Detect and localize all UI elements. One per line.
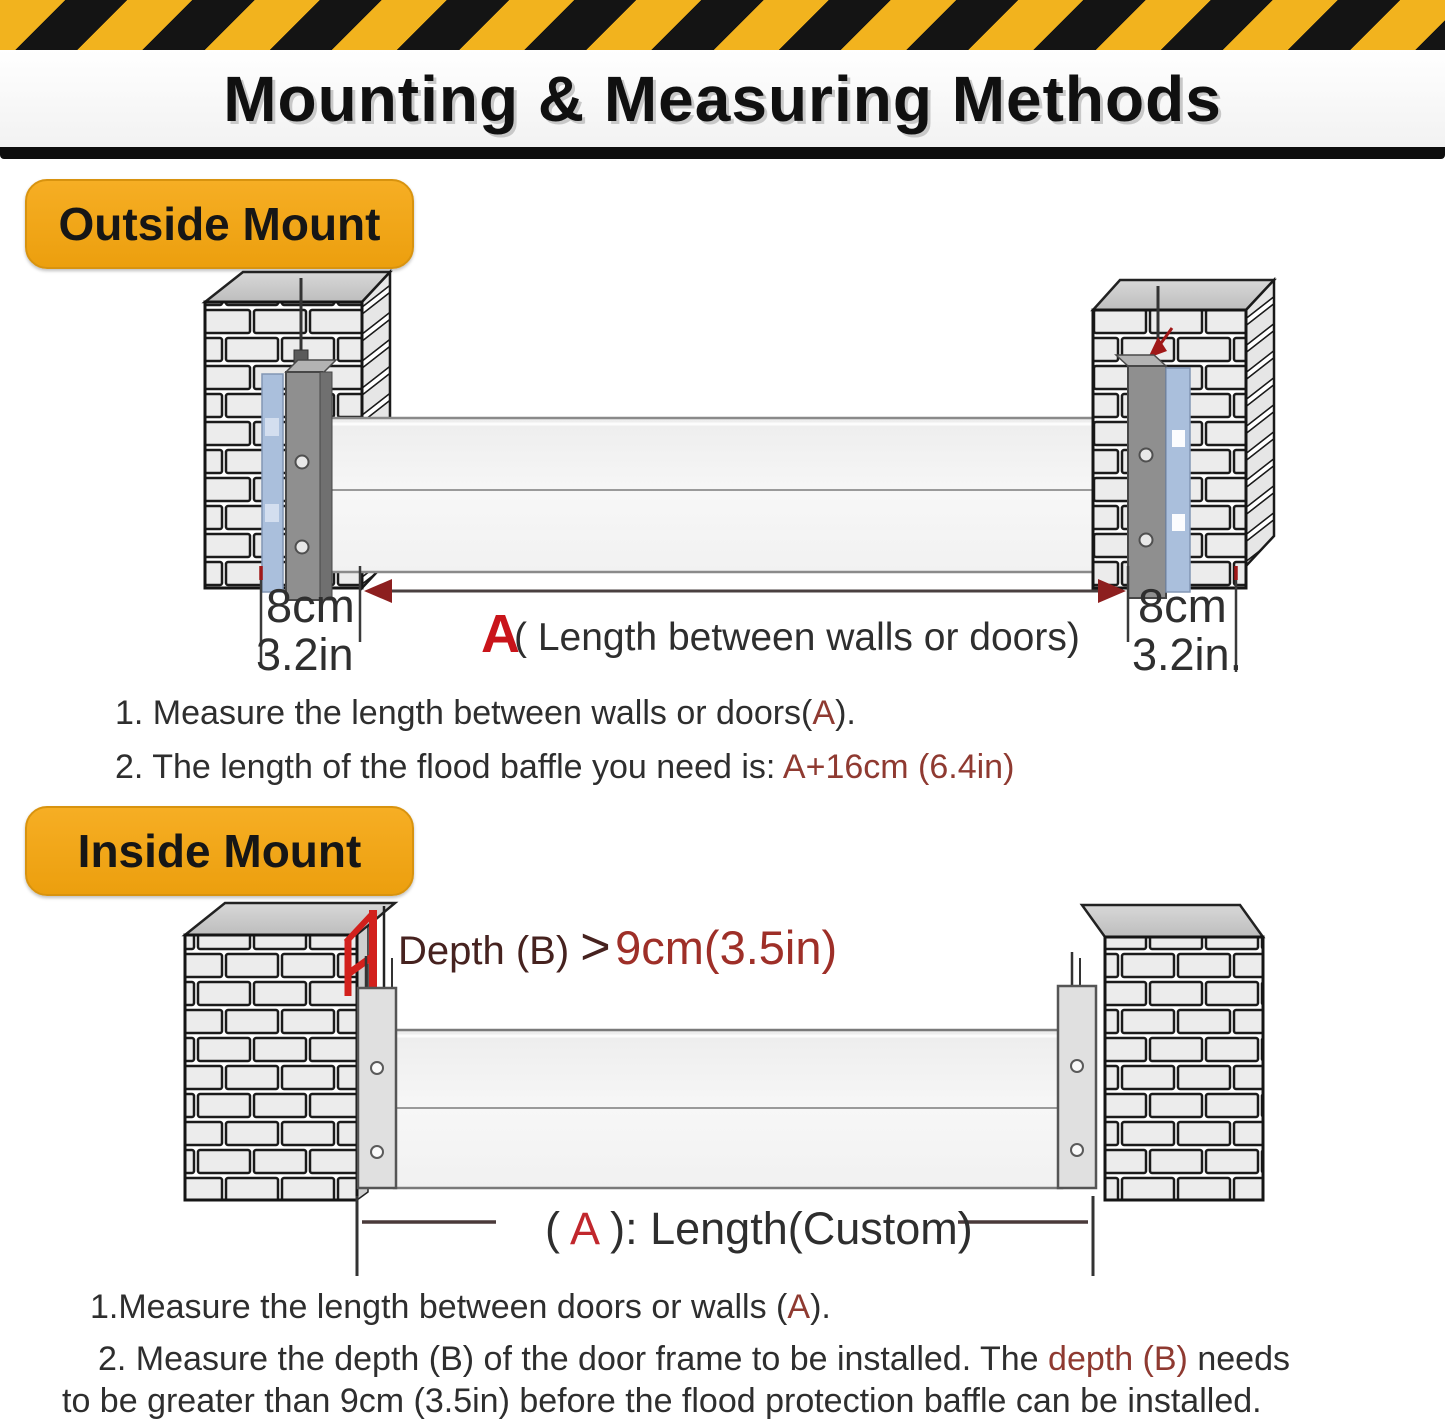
dim-letter-a: A — [481, 604, 520, 664]
inside-right-pillar — [1082, 905, 1263, 1200]
screw-hole — [1071, 1144, 1083, 1156]
outside-left-bracket — [286, 360, 336, 600]
outside-right-bracket — [1116, 355, 1190, 598]
inside-step-2-line2 — [62, 1382, 1262, 1421]
step-text: 2. The length of the flood baffle you need is: — [115, 748, 783, 786]
outside-diagram — [205, 272, 1274, 680]
screw-hole — [1140, 534, 1153, 547]
dim-label: ( Length between walls or doors) — [514, 616, 1080, 659]
screw-hole — [1140, 449, 1153, 462]
step-text: to be greater than 9cm (3.5in) before the flood protection baffle can be installed. — [62, 1382, 1262, 1420]
inside-dim-label: ( A ): Length(Custom) — [545, 1203, 973, 1254]
screw-hole — [371, 1146, 383, 1158]
inside-mount-badge-label: Inside Mount — [77, 825, 362, 877]
inside-right-bracket — [1058, 952, 1096, 1188]
blue-channel-right — [1166, 368, 1190, 592]
dim-left-cm: 8cm — [266, 579, 355, 632]
step-highlight: A — [812, 694, 836, 732]
inside-flood-barrier-panel — [394, 1030, 1062, 1188]
depth-label: Depth (B) > 9cm(3.5in) — [398, 918, 838, 976]
inside-step-1 — [90, 1288, 831, 1327]
inside-left-bracket — [358, 956, 396, 1188]
inside-step-2 — [98, 1340, 1290, 1379]
outside-step-1 — [115, 694, 856, 733]
outside-mount-badge-label: Outside Mount — [58, 198, 381, 250]
screw-hole — [371, 1062, 383, 1074]
step-text: ). — [835, 694, 856, 732]
dim-left-in: 3.2in — [256, 629, 354, 680]
outside-step-2 — [115, 748, 1014, 787]
step-text: 2. Measure the depth (B) of the door frame to be installed. The — [98, 1340, 1049, 1378]
step-highlight: A — [787, 1288, 811, 1326]
step-text: needs — [1187, 1340, 1290, 1378]
step-highlight: A+16cm (6.4in) — [782, 748, 1015, 786]
screw-hole — [1071, 1060, 1083, 1072]
step-text: 1. Measure the length between walls or doors( — [115, 694, 813, 732]
inside-diagram — [185, 903, 1263, 1276]
screw-hole — [296, 541, 309, 554]
step-highlight: depth (B) — [1048, 1340, 1188, 1378]
page-title: Mounting & Measuring Methods — [223, 62, 1222, 135]
step-text: ). — [810, 1288, 831, 1326]
inside-dimensions — [357, 1196, 1093, 1276]
outside-flood-barrier-panel — [330, 418, 1130, 572]
dim-right-cm: 8cm — [1138, 579, 1227, 632]
step-text: 1.Measure the length between doors or walls ( — [90, 1288, 788, 1326]
screw-hole — [296, 456, 309, 469]
dim-right-in: 3.2in. — [1132, 629, 1243, 680]
blue-channel-left — [262, 374, 283, 592]
